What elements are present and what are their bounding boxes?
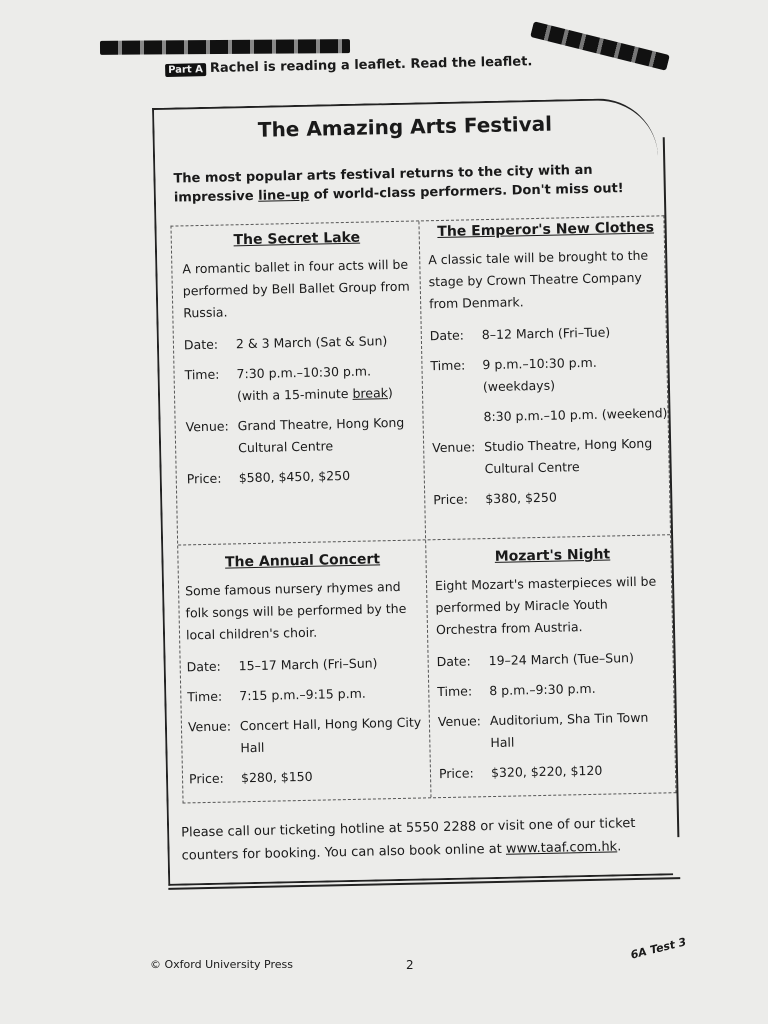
time-line-2-post: ): [387, 385, 393, 401]
event-time-row: [187, 681, 423, 708]
copyright-text: © Oxford University Press: [150, 958, 294, 971]
date-value: 2 & 3 March (Sat & Sun): [235, 333, 388, 352]
venue-value: Concert Hall, Hong Kong City Hall: [239, 714, 422, 756]
time-label: Time:: [437, 683, 473, 700]
venue-value: Grand Theatre, Hong Kong Cultural Centre: [237, 414, 405, 456]
price-value: $280, $150: [240, 768, 313, 786]
time-value: [236, 360, 415, 408]
event-venue-row: [188, 711, 425, 760]
event-time-row: [437, 676, 673, 703]
decorative-band-left: [100, 39, 350, 55]
date-value: 19–24 March (Tue–Sun): [488, 650, 635, 669]
event-description: A classic tale will be brought to the stage by Crown Theatre Company from Denmark.: [428, 247, 649, 312]
leaflet-title: The Amazing Arts Festival: [257, 111, 553, 142]
date-label: Date:: [436, 653, 471, 670]
event-date-row: [430, 320, 666, 347]
event-price-row: [433, 484, 669, 511]
booking-text: Please call our ticketing hotline at 5550 2288 or visit one of our ticket counters for booking. You can also book online at: [181, 816, 636, 864]
event-date-row: [186, 651, 422, 678]
date-value: 8–12 March (Fri–Tue): [481, 324, 611, 343]
venue-label: Venue:: [187, 718, 232, 735]
event-title: The Secret Lake: [233, 229, 361, 249]
website-link: www.taaf.com.hk: [505, 839, 618, 857]
event-date-row: [184, 330, 414, 357]
price-value: $380, $250: [485, 489, 557, 507]
time-value: 8 p.m.–9:30 p.m.: [489, 680, 596, 699]
time-line-2-underlined: break: [352, 385, 389, 401]
date-label: Date:: [183, 336, 219, 353]
event-description: Some famous nursery rhymes and folk songs will be performed by the local children's choir.: [184, 578, 407, 643]
instruction-line: [165, 53, 605, 77]
events-grid: [170, 215, 676, 803]
price-value: $580, $450, $250: [238, 467, 351, 486]
intro-underlined-word: line-up: [258, 187, 310, 204]
venue-label: Venue:: [432, 439, 476, 456]
event-price-row: [187, 464, 417, 491]
time-value-weekdays: 9 p.m.–10:30 p.m. (weekdays): [482, 354, 597, 395]
venue-label: Venue:: [185, 418, 229, 435]
event-card-secret-lake: [182, 226, 418, 499]
event-date-row: [436, 646, 672, 673]
booking-text-end: .: [616, 839, 622, 855]
date-value: 15–17 March (Fri–Sun): [238, 655, 378, 674]
price-label: Price:: [433, 491, 469, 508]
leaflet: [152, 97, 680, 890]
time-line-1: 7:30 p.m.–10:30 p.m.: [236, 363, 372, 382]
event-title: The Emperor's New Clothes: [437, 219, 655, 241]
time-label: Time:: [187, 688, 223, 705]
page-number: 2: [406, 958, 414, 972]
event-title: Mozart's Night: [494, 546, 611, 565]
price-label: Price:: [438, 765, 474, 782]
event-price-row: [189, 763, 425, 790]
event-venue-row: [438, 706, 675, 755]
venue-value: Studio Theatre, Hong Kong Cultural Centre: [484, 435, 653, 477]
intro-text-2: of world-class performers. Don't miss out!: [308, 181, 624, 203]
event-description: A romantic ballet in four acts will be performed by Bell Ballet Group from Russia.: [182, 256, 410, 321]
time-label-spacer: [431, 406, 483, 429]
time-label: Time:: [430, 357, 466, 374]
event-description: Eight Mozart's masterpieces will be performed by Miracle Youth Orchestra from Austria.: [434, 573, 657, 638]
event-title: The Annual Concert: [224, 551, 381, 571]
time-value-weekend: 8:30 p.m.–10 p.m. (weekend): [483, 405, 668, 425]
price-label: Price:: [186, 470, 222, 487]
price-value: $320, $220, $120: [490, 762, 603, 781]
event-time-row: [430, 350, 667, 399]
event-venue-row: [432, 432, 669, 481]
test-label: 6A Test 3: [629, 935, 688, 962]
date-label: Date:: [186, 658, 221, 675]
venue-label: Venue:: [437, 713, 482, 730]
time-line-2-pre: (with a 15-minute: [236, 385, 353, 404]
event-card-emperors-new-clothes: [427, 216, 669, 519]
time-label: Time:: [184, 366, 220, 383]
event-card-mozarts-night: [434, 542, 675, 793]
part-badge: Part A: [165, 63, 206, 77]
time-value: 7:15 p.m.–9:15 p.m.: [239, 685, 366, 704]
event-time-row-2: [431, 402, 667, 429]
event-card-annual-concert: [184, 547, 425, 798]
instruction-text: Rachel is reading a leaflet. Read the leaflet.: [209, 54, 533, 77]
date-label: Date:: [429, 327, 465, 344]
event-price-row: [439, 758, 675, 785]
price-label: Price:: [188, 770, 224, 787]
venue-value: Auditorium, Sha Tin Town Hall: [489, 709, 649, 751]
event-time-row: [184, 360, 415, 409]
intro-text-1: The most popular arts festival returns to the city with an impressive: [173, 162, 593, 206]
event-venue-row: [185, 412, 416, 461]
